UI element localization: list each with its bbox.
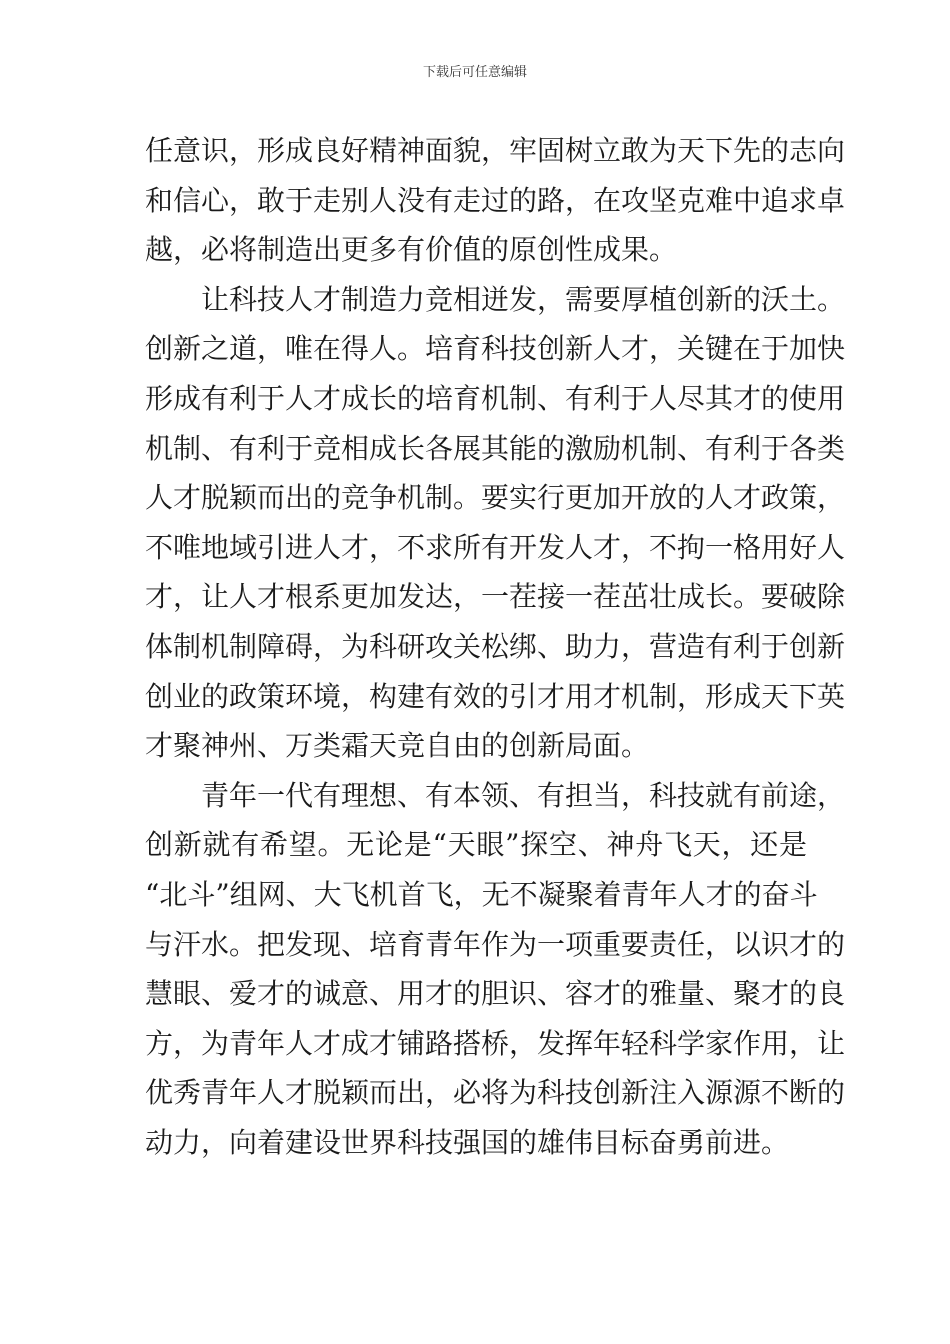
text-line: 创业的政策环境，构建有效的引才用才机制，形成天下英 xyxy=(145,679,846,713)
paragraph-1 xyxy=(145,126,846,275)
text-line: 让科技人才制造力竞相迸发，需要厚植创新的沃土。 xyxy=(201,282,846,316)
text-line: 不唯地域引进人才，不求所有开发人才，不拘一格用好人 xyxy=(145,530,846,564)
text-line: 动力，向着建设世界科技强国的雄伟目标奋勇前进。 xyxy=(145,1125,790,1159)
text-line: 与汗水。把发现、培育青年作为一项重要责任，以识才的 xyxy=(145,927,846,961)
text-line: 慧眼、爱才的诚意、用才的胆识、容才的雅量、聚才的良 xyxy=(145,977,846,1011)
text-line: 机制、有利于竞相成长各展其能的激励机制、有利于各类 xyxy=(145,431,846,465)
text-line: 才，让人才根系更加发达，一茬接一茬茁壮成长。要破除 xyxy=(145,580,846,614)
text-line: 越，必将制造出更多有价值的原创性成果。 xyxy=(145,233,678,267)
paragraph-3 xyxy=(145,771,846,1168)
text-line: 创新之道，唯在得人。培育科技创新人才，关键在于加快 xyxy=(145,332,846,366)
text-line: 优秀青年人才脱颖而出，必将为科技创新注入源源不断的 xyxy=(145,1076,846,1110)
text-line: 人才脱颖而出的竞争机制。要实行更加开放的人才政策， xyxy=(145,481,846,515)
text-line: “北斗”组网、大飞机首飞，无不凝聚着青年人才的奋斗 xyxy=(145,877,818,911)
text-line: 形成有利于人才成长的培育机制、有利于人尽其才的使用 xyxy=(145,381,846,415)
text-line: 和信心，敢于走别人没有走过的路，在攻坚克难中追求卓 xyxy=(145,183,846,217)
text-line: 任意识，形成良好精神面貌，牢固树立敢为天下先的志向 xyxy=(145,134,846,167)
text-line: 创新就有希望。无论是“天眼”探空、神舟飞天，还是 xyxy=(145,828,807,862)
text-line: 方，为青年人才成才铺路搭桥，发挥年轻科学家作用，让 xyxy=(145,1026,846,1060)
text-line: 青年一代有理想、有本领、有担当，科技就有前途， xyxy=(201,778,846,812)
body-text xyxy=(145,126,846,1167)
text-line: 才聚神州、万类霜天竞自由的创新局面。 xyxy=(145,729,650,763)
page-header: 下载后可任意编辑 xyxy=(422,65,527,80)
paragraph-2 xyxy=(145,275,846,771)
text-line: 体制机制障碍，为科研攻关松绑、助力，营造有利于创新 xyxy=(145,629,846,663)
